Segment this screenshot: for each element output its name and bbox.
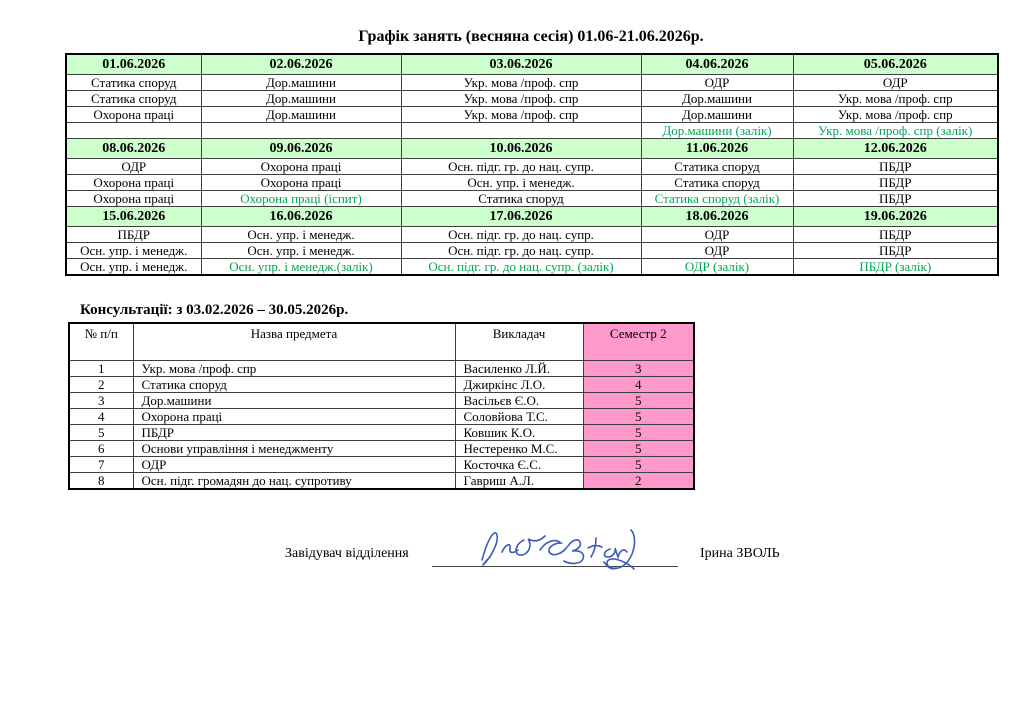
consult-header-cell: Викладач (455, 323, 583, 361)
schedule-cell: Охорона праці (66, 191, 201, 207)
schedule-row (66, 123, 998, 139)
schedule-row (66, 175, 998, 191)
schedule-cell: Охорона праці (66, 107, 201, 123)
schedule-cell: Дор.машини (201, 91, 401, 107)
schedule-cell: ОДР (66, 159, 201, 175)
consult-subject-cell: Основи управління і менеджменту (133, 441, 455, 457)
consult-number-cell: 2 (69, 377, 133, 393)
schedule-credit-cell: Статика споруд (залік) (641, 191, 793, 207)
consult-subject-cell: ОДР (133, 457, 455, 473)
date-header-cell: 17.06.2026 (401, 207, 641, 227)
consult-header-cell: Назва предмета (133, 323, 455, 361)
consult-header-cell: № п/п (69, 323, 133, 361)
consult-teacher-cell: Соловйова Т.С. (455, 409, 583, 425)
schedule-cell: Осн. упр. і менедж. (66, 259, 201, 276)
consultations-table (68, 322, 695, 490)
schedule-cell: Укр. мова /проф. спр (401, 91, 641, 107)
schedule-cell: Осн. упр. і менедж. (401, 175, 641, 191)
schedule-cell: Статика споруд (66, 75, 201, 91)
signature-scribble (468, 516, 653, 574)
consult-number-cell: 5 (69, 425, 133, 441)
consultations-heading: Консультації: з 03.02.2026 – 30.05.2026р. (80, 302, 349, 318)
schedule-cell: Осн. підг. гр. до нац. супр. (401, 243, 641, 259)
consult-number-cell: 3 (69, 393, 133, 409)
consult-header-cell-semester: Семестр 2 (583, 323, 694, 361)
consult-semester-cell: 5 (583, 457, 694, 473)
schedule-cell: ПБДР (793, 227, 998, 243)
consult-number-cell: 1 (69, 361, 133, 377)
consult-row (69, 457, 694, 473)
consult-subject-cell: Дор.машини (133, 393, 455, 409)
schedule-cell: Осн. упр. і менедж. (201, 227, 401, 243)
schedule-cell (201, 123, 401, 139)
consult-number-cell: 7 (69, 457, 133, 473)
schedule-cell: Дор.машини (641, 91, 793, 107)
schedule-row (66, 75, 998, 91)
schedule-row (66, 159, 998, 175)
schedule-credit-cell: Дор.машини (залік) (641, 123, 793, 139)
schedule-cell: Статика споруд (641, 175, 793, 191)
date-header-cell: 09.06.2026 (201, 139, 401, 159)
schedule-cell: Охорона праці (66, 175, 201, 191)
schedule-week3-header-row (66, 207, 998, 227)
schedule-cell (66, 123, 201, 139)
schedule-cell: Дор.машини (201, 107, 401, 123)
date-header-cell: 12.06.2026 (793, 139, 998, 159)
schedule-exam-cell: Охорона праці (іспит) (201, 191, 401, 207)
date-header-cell: 16.06.2026 (201, 207, 401, 227)
consult-row (69, 361, 694, 377)
schedule-cell: Укр. мова /проф. спр (793, 107, 998, 123)
date-header-cell: 05.06.2026 (793, 54, 998, 75)
signature-position-label: Завідувач відділення (285, 546, 409, 561)
consult-subject-cell: Охорона праці (133, 409, 455, 425)
schedule-cell: Статика споруд (66, 91, 201, 107)
consult-teacher-cell: Нестеренко М.С. (455, 441, 583, 457)
schedule-week1-header-row (66, 54, 998, 75)
schedule-cell: ОДР (793, 75, 998, 91)
schedule-cell: ПБДР (793, 159, 998, 175)
schedule-credit-cell: ОДР (залік) (641, 259, 793, 276)
consult-teacher-cell: Василенко Л.Й. (455, 361, 583, 377)
consult-row (69, 393, 694, 409)
date-header-cell: 18.06.2026 (641, 207, 793, 227)
signer-name: Ірина ЗВОЛЬ (700, 546, 780, 561)
consult-subject-cell: ПБДР (133, 425, 455, 441)
schedule-cell: Осн. упр. і менедж. (201, 243, 401, 259)
schedule-cell: ОДР (641, 227, 793, 243)
date-header-cell: 10.06.2026 (401, 139, 641, 159)
date-header-cell: 03.06.2026 (401, 54, 641, 75)
schedule-cell: Укр. мова /проф. спр (401, 75, 641, 91)
consult-row (69, 425, 694, 441)
consult-number-cell: 4 (69, 409, 133, 425)
consult-semester-cell: 2 (583, 473, 694, 490)
schedule-credit-cell: Осн. упр. і менедж.(залік) (201, 259, 401, 276)
consult-number-cell: 8 (69, 473, 133, 490)
schedule-credit-cell: Укр. мова /проф. спр (залік) (793, 123, 998, 139)
schedule-cell: ОДР (641, 243, 793, 259)
consult-semester-cell: 5 (583, 409, 694, 425)
page-title: Графік занять (весняна сесія) 01.06-21.06.2026р. (358, 28, 704, 45)
schedule-cell: ПБДР (793, 191, 998, 207)
consult-row (69, 441, 694, 457)
schedule-cell: Укр. мова /проф. спр (401, 107, 641, 123)
consult-semester-cell: 5 (583, 441, 694, 457)
consultations-header-row (69, 323, 694, 361)
schedule-cell: Дор.машини (201, 75, 401, 91)
schedule-cell: Статика споруд (401, 191, 641, 207)
consult-teacher-cell: Косточка Є.С. (455, 457, 583, 473)
schedule-row (66, 191, 998, 207)
consult-teacher-cell: Ковшик К.О. (455, 425, 583, 441)
schedule-cell: Укр. мова /проф. спр (793, 91, 998, 107)
consult-semester-cell: 3 (583, 361, 694, 377)
schedule-cell: ПБДР (793, 175, 998, 191)
schedule-row (66, 259, 998, 276)
schedule-cell: Осн. підг. гр. до нац. супр. (401, 227, 641, 243)
consult-teacher-cell: Васільєв Є.О. (455, 393, 583, 409)
date-header-cell: 04.06.2026 (641, 54, 793, 75)
date-header-cell: 15.06.2026 (66, 207, 201, 227)
consult-row (69, 377, 694, 393)
schedule-cell (401, 123, 641, 139)
consult-teacher-cell: Джиркінс Л.О. (455, 377, 583, 393)
schedule-cell: Охорона праці (201, 175, 401, 191)
consult-subject-cell: Укр. мова /проф. спр (133, 361, 455, 377)
consult-row (69, 409, 694, 425)
schedule-cell: Осн. підг. гр. до нац. супр. (401, 159, 641, 175)
schedule-cell: Осн. упр. і менедж. (66, 243, 201, 259)
consult-teacher-cell: Гавриш А.Л. (455, 473, 583, 490)
schedule-cell: ОДР (641, 75, 793, 91)
schedule-cell: Дор.машини (641, 107, 793, 123)
schedule-week2-header-row (66, 139, 998, 159)
schedule-table (65, 53, 999, 276)
schedule-cell: Охорона праці (201, 159, 401, 175)
schedule-cell: ПБДР (793, 243, 998, 259)
consult-subject-cell: Осн. підг. громадян до нац. супротиву (133, 473, 455, 490)
schedule-row (66, 107, 998, 123)
consult-semester-cell: 5 (583, 425, 694, 441)
date-header-cell: 01.06.2026 (66, 54, 201, 75)
consult-semester-cell: 5 (583, 393, 694, 409)
date-header-cell: 11.06.2026 (641, 139, 793, 159)
schedule-row (66, 91, 998, 107)
schedule-row (66, 227, 998, 243)
consult-row (69, 473, 694, 490)
date-header-cell: 02.06.2026 (201, 54, 401, 75)
schedule-row (66, 243, 998, 259)
date-header-cell: 08.06.2026 (66, 139, 201, 159)
schedule-credit-cell: ПБДР (залік) (793, 259, 998, 276)
consult-subject-cell: Статика споруд (133, 377, 455, 393)
consult-number-cell: 6 (69, 441, 133, 457)
consult-semester-cell: 4 (583, 377, 694, 393)
schedule-credit-cell: Осн. підг. гр. до нац. супр. (залік) (401, 259, 641, 276)
schedule-cell: ПБДР (66, 227, 201, 243)
schedule-cell: Статика споруд (641, 159, 793, 175)
date-header-cell: 19.06.2026 (793, 207, 998, 227)
